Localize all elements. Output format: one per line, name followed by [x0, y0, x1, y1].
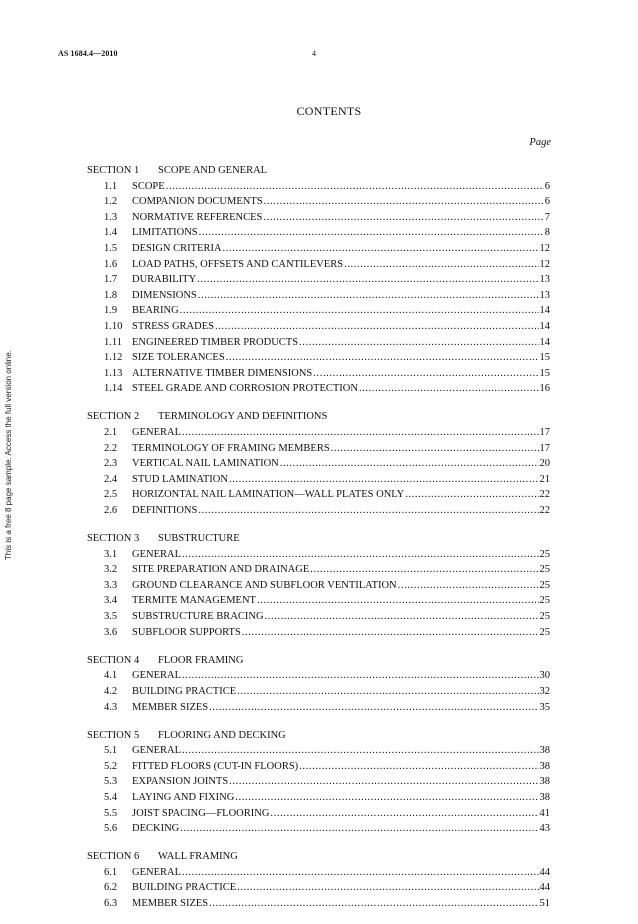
entry-page: 38 — [539, 745, 550, 757]
entry-title: GENERAL — [132, 745, 181, 757]
entry-title: DEFINITIONS — [132, 504, 198, 516]
entry-number: 2.1 — [104, 427, 118, 438]
dot-leader — [359, 381, 539, 397]
entry-title: TERMITE MANAGEMENT — [132, 595, 256, 607]
dot-leader — [237, 684, 538, 700]
section-number: SECTION 5 — [87, 729, 140, 741]
entry-title: HORIZONTAL NAIL LAMINATION—WALL PLATES ONLY — [132, 489, 405, 501]
entry-title: STRESS GRADES — [132, 320, 214, 332]
entry-title: GROUND CLEARANCE AND SUBFLOOR VENTILATION — [132, 579, 397, 591]
toc-entry[interactable] — [87, 319, 550, 335]
entry-title: SIZE TOLERANCES — [132, 352, 225, 364]
dot-leader — [215, 319, 539, 335]
entry-number: 1.3 — [104, 211, 118, 223]
toc-entry[interactable] — [87, 425, 550, 441]
toc-entry[interactable] — [87, 210, 550, 226]
entry-title: SCOPE — [132, 180, 165, 192]
entry-title: MEMBER SIZES — [132, 898, 209, 910]
section-heading[interactable] — [87, 409, 550, 425]
toc-entry[interactable] — [87, 350, 550, 366]
entry-page: 38 — [539, 776, 550, 788]
toc-section — [87, 728, 550, 837]
entry-page: 15 — [539, 352, 550, 364]
entry-number: 5.4 — [104, 791, 118, 803]
section-title: FLOOR FRAMING — [158, 654, 244, 666]
entry-page: 14 — [539, 320, 550, 332]
dot-leader — [299, 335, 538, 351]
entry-title: VERTICAL NAIL LAMINATION — [132, 458, 279, 470]
entry-page: 38 — [539, 791, 550, 803]
toc-entry[interactable] — [87, 487, 550, 503]
entry-title: LOAD PATHS, OFFSETS AND CANTILEVERS — [132, 258, 344, 270]
entry-number: 6.1 — [104, 866, 118, 878]
contents-title: CONTENTS — [296, 104, 362, 118]
toc-entry[interactable] — [87, 194, 550, 210]
toc-entry[interactable] — [87, 562, 550, 578]
entry-number: 2.5 — [104, 489, 118, 501]
entry-page: 7 — [544, 211, 550, 223]
sample-notice: This is a free 8 page sample. Access the full version online. — [4, 350, 13, 560]
entry-number: 3.2 — [104, 564, 118, 576]
entry-page: 13 — [539, 289, 550, 301]
entry-number: 3.3 — [104, 579, 118, 591]
entry-number: 1.2 — [104, 196, 118, 208]
toc-entry[interactable] — [87, 578, 550, 594]
dot-leader — [226, 350, 539, 366]
entry-title: STUD LAMINATION — [132, 473, 228, 485]
dot-leader — [310, 562, 538, 578]
entry-title: DECKING — [132, 823, 180, 835]
table-of-contents — [87, 163, 550, 924]
dot-leader — [182, 668, 539, 684]
section-title: SUBSTRUCTURE — [158, 533, 240, 545]
entry-title: ENGINEERED TIMBER PRODUCTS — [132, 336, 299, 348]
entry-page: 44 — [539, 882, 550, 894]
toc-entry[interactable] — [87, 609, 550, 625]
toc-entry[interactable] — [87, 880, 550, 896]
entry-page: 17 — [539, 427, 550, 438]
entry-number: 4.3 — [104, 701, 118, 713]
entry-page: 12 — [539, 258, 550, 270]
toc-entry[interactable] — [87, 743, 550, 759]
entry-title: DURABILITY — [132, 274, 197, 286]
document-standard-id: AS 1684.4—2010 — [58, 49, 118, 58]
section-heading[interactable] — [87, 531, 550, 547]
toc-entry[interactable] — [87, 456, 550, 472]
toc-entry[interactable] — [87, 241, 550, 257]
section-title: SCOPE AND GENERAL — [158, 165, 268, 176]
toc-entry[interactable] — [87, 288, 550, 304]
dot-leader — [199, 225, 544, 241]
dot-leader — [264, 194, 544, 210]
dot-leader — [344, 257, 538, 273]
toc-entry[interactable] — [87, 179, 550, 195]
entry-number: 1.4 — [104, 227, 118, 239]
page-number: 4 — [312, 49, 316, 58]
entry-title: BUILDING PRACTICE — [132, 882, 237, 894]
entry-title: NORMATIVE REFERENCES — [132, 211, 263, 223]
entry-number: 2.3 — [104, 458, 118, 470]
entry-title: GENERAL — [132, 866, 181, 878]
entry-number: 3.1 — [104, 548, 118, 560]
toc-entry[interactable] — [87, 865, 550, 881]
section-heading[interactable] — [87, 849, 550, 865]
entry-page: 14 — [539, 305, 550, 317]
entry-page: 13 — [539, 274, 550, 286]
toc-section — [87, 849, 550, 911]
entry-number: 3.6 — [104, 626, 118, 638]
entry-page: 51 — [539, 898, 550, 910]
entry-number: 1.12 — [104, 352, 123, 364]
entry-number: 1.10 — [104, 320, 123, 332]
entry-number: 6.3 — [104, 898, 118, 910]
dot-leader — [257, 593, 539, 609]
toc-entry[interactable] — [87, 790, 550, 806]
toc-entry[interactable] — [87, 668, 550, 684]
dot-leader — [313, 366, 538, 382]
entry-page: 44 — [539, 866, 550, 878]
dot-leader — [299, 759, 538, 775]
entry-number: 1.14 — [104, 383, 123, 395]
dot-leader — [229, 774, 538, 790]
toc-entry[interactable] — [87, 759, 550, 775]
entry-number: 1.8 — [104, 289, 118, 301]
section-heading[interactable] — [87, 163, 550, 179]
page-column-label: Page — [529, 137, 551, 148]
toc-entry[interactable] — [87, 593, 550, 609]
toc-entry[interactable] — [87, 381, 550, 397]
entry-number: 1.1 — [104, 180, 118, 192]
entry-page: 15 — [539, 367, 550, 379]
entry-title: COMPANION DOCUMENTS — [132, 196, 263, 208]
entry-page: 12 — [539, 242, 550, 254]
toc-entry[interactable] — [87, 257, 550, 273]
toc-entry[interactable] — [87, 503, 550, 519]
section-title: FLOORING AND DECKING — [158, 729, 286, 741]
dot-leader — [235, 790, 538, 806]
section-title: WALL FRAMING — [158, 851, 238, 863]
toc-entry[interactable] — [87, 472, 550, 488]
entry-page: 25 — [539, 548, 550, 560]
dot-leader — [398, 578, 539, 594]
dot-leader — [182, 547, 539, 563]
entry-page: 14 — [539, 336, 550, 348]
entry-number: 4.2 — [104, 685, 118, 697]
entry-page: 30 — [539, 670, 550, 682]
entry-page: 16 — [539, 383, 550, 395]
dot-leader — [265, 609, 539, 625]
toc-entry[interactable] — [87, 806, 550, 822]
entry-page: 25 — [539, 626, 550, 638]
section-number: SECTION 3 — [87, 533, 140, 545]
entry-page: 8 — [544, 227, 550, 239]
entry-title: TERMINOLOGY OF FRAMING MEMBERS — [132, 442, 330, 454]
dot-leader — [166, 179, 544, 195]
entry-title: SUBSTRUCTURE BRACING — [132, 611, 264, 623]
dot-leader — [280, 456, 539, 472]
entry-title: BUILDING PRACTICE — [132, 685, 237, 697]
toc-section — [87, 531, 550, 640]
dot-leader — [331, 441, 539, 457]
dot-leader — [180, 821, 538, 837]
section-heading[interactable] — [87, 653, 550, 669]
section-heading[interactable] — [87, 728, 550, 744]
toc-entry[interactable] — [87, 547, 550, 563]
entry-number: 5.5 — [104, 807, 118, 819]
entry-title: JOIST SPACING—FLOORING — [132, 807, 270, 819]
entry-page: 22 — [539, 489, 550, 501]
entry-number: 5.1 — [104, 745, 118, 757]
section-number: SECTION 4 — [87, 654, 140, 666]
entry-title: FITTED FLOORS (CUT-IN FLOORS) — [132, 760, 299, 772]
toc-entry[interactable] — [87, 272, 550, 288]
entry-page: 17 — [539, 442, 550, 454]
toc-entry[interactable] — [87, 335, 550, 351]
dot-leader — [209, 700, 538, 716]
entry-number: 1.11 — [104, 336, 122, 348]
section-number: SECTION 2 — [87, 411, 140, 423]
entry-number: 5.6 — [104, 823, 118, 835]
entry-number: 5.2 — [104, 760, 118, 772]
entry-page: 41 — [539, 807, 550, 819]
toc-entry[interactable] — [87, 625, 550, 641]
toc-section — [87, 163, 550, 397]
dot-leader — [198, 288, 539, 304]
dot-leader — [182, 865, 539, 881]
section-number: SECTION 6 — [87, 851, 140, 863]
section-number: SECTION 1 — [87, 165, 140, 176]
dot-leader — [198, 503, 538, 519]
entry-title: GENERAL — [132, 427, 181, 438]
toc-entry[interactable] — [87, 366, 550, 382]
entry-page: 35 — [539, 701, 550, 713]
dot-leader — [180, 303, 539, 319]
dot-leader — [229, 472, 539, 488]
entry-title: LAYING AND FIXING — [132, 791, 235, 803]
entry-title: STEEL GRADE AND CORROSION PROTECTION — [132, 383, 358, 395]
dot-leader — [182, 425, 539, 441]
entry-title: DESIGN CRITERIA — [132, 242, 222, 254]
toc-entry[interactable] — [87, 225, 550, 241]
toc-section — [87, 409, 550, 518]
entry-number: 2.4 — [104, 473, 118, 485]
entry-number: 1.6 — [104, 258, 118, 270]
entry-page: 20 — [539, 458, 550, 470]
section-title: TERMINOLOGY AND DEFINITIONS — [158, 411, 328, 423]
entry-page: 22 — [539, 504, 550, 516]
entry-title: SUBFLOOR SUPPORTS — [132, 626, 241, 638]
toc-entry[interactable] — [87, 821, 550, 837]
dot-leader — [209, 896, 538, 912]
dot-leader — [197, 272, 538, 288]
dot-leader — [223, 241, 539, 257]
toc-entry[interactable] — [87, 774, 550, 790]
entry-number: 6.2 — [104, 882, 118, 894]
entry-title: GENERAL — [132, 548, 181, 560]
entry-title: GENERAL — [132, 670, 181, 682]
toc-entry[interactable] — [87, 441, 550, 457]
entry-page: 25 — [539, 579, 550, 591]
entry-title: ALTERNATIVE TIMBER DIMENSIONS — [132, 367, 313, 379]
toc-entry[interactable] — [87, 700, 550, 716]
entry-page: 25 — [539, 595, 550, 607]
entry-title: DIMENSIONS — [132, 289, 197, 301]
entry-number: 1.13 — [104, 367, 123, 379]
entry-page: 43 — [539, 823, 550, 835]
entry-page: 25 — [539, 611, 550, 623]
entry-page: 21 — [539, 473, 550, 485]
entry-page: 25 — [539, 564, 550, 576]
entry-number: 3.4 — [104, 595, 118, 607]
toc-entry[interactable] — [87, 684, 550, 700]
entry-page: 6 — [544, 180, 550, 192]
entry-page: 6 — [544, 196, 550, 208]
toc-section — [87, 653, 550, 715]
entry-number: 1.9 — [104, 305, 118, 317]
entry-title: BEARING — [132, 305, 179, 317]
entry-number: 4.1 — [104, 670, 118, 682]
entry-title: LIMITATIONS — [132, 227, 198, 239]
entry-number: 1.7 — [104, 274, 118, 286]
entry-title: MEMBER SIZES — [132, 701, 209, 713]
entry-title: EXPANSION JOINTS — [132, 776, 229, 788]
entry-title: SITE PREPARATION AND DRAINAGE — [132, 564, 310, 576]
entry-number: 2.6 — [104, 504, 118, 516]
toc-entry[interactable] — [87, 896, 550, 912]
entry-page: 38 — [539, 760, 550, 772]
dot-leader — [242, 625, 539, 641]
entry-number: 3.5 — [104, 611, 118, 623]
dot-leader — [237, 880, 538, 896]
dot-leader — [182, 743, 539, 759]
entry-number: 5.3 — [104, 776, 118, 788]
dot-leader — [263, 210, 543, 226]
entry-page: 32 — [539, 685, 550, 697]
dot-leader — [270, 806, 538, 822]
entry-number: 2.2 — [104, 442, 118, 454]
dot-leader — [405, 487, 538, 503]
toc-entry[interactable] — [87, 303, 550, 319]
entry-number: 1.5 — [104, 242, 118, 254]
